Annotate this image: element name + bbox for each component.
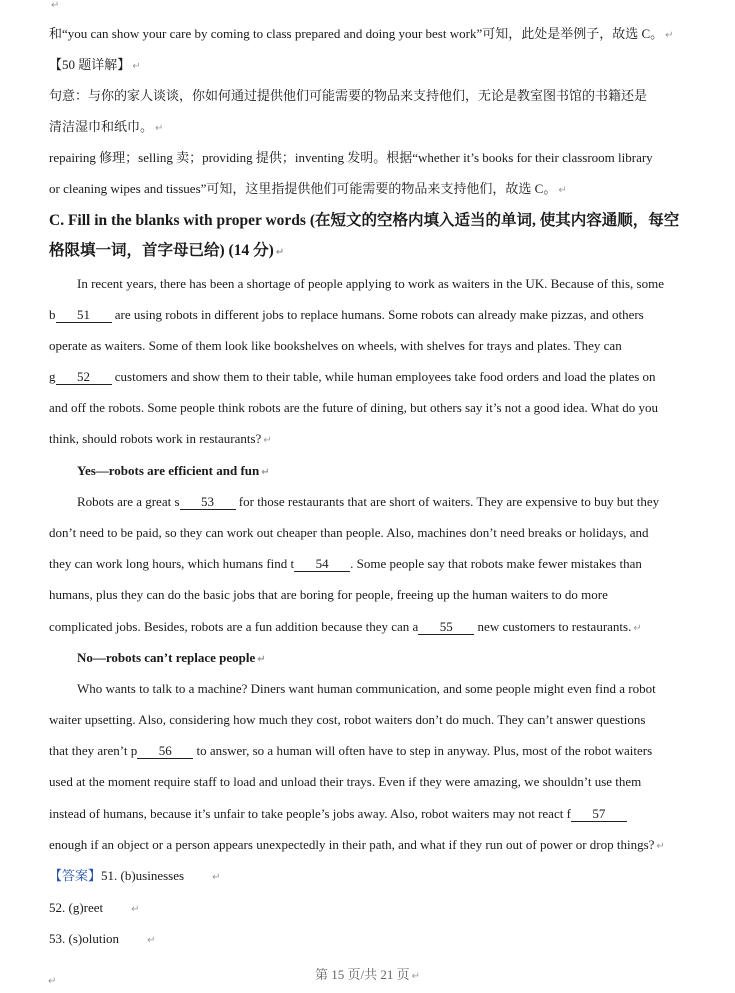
passage-line: think, should robots work in restaurants? ↵ bbox=[49, 431, 272, 446]
blank-57: 57 bbox=[571, 806, 627, 822]
passage-line: b 51 are using robots in different jobs to replace humans. Some robots can already make pizzas, and others bbox=[49, 307, 644, 322]
yes-heading: Yes—robots are efficient and fun ↵ bbox=[77, 463, 270, 478]
paragraph-mark-icon: ↵ bbox=[665, 30, 674, 41]
paragraph-mark-icon: ↵ bbox=[275, 247, 285, 258]
passage-line: operate as waiters. Some of them look like bookshelves on wheels, with shelves for trays and plates. They can bbox=[49, 338, 622, 353]
passage-line: they can work long hours, which humans find t 54 . Some people say that robots make fewer mistakes than bbox=[49, 556, 642, 571]
passage-line: that they aren’t p 56 to answer, so a human will often have to step in anyway. Plus, most of the robot waiters bbox=[49, 743, 653, 758]
passage-line: used at the moment require staff to load and unload their trays. Even if they were amazing, we shouldn’t use them bbox=[49, 774, 642, 789]
passage-line: enough if an object or a person appears unexpectedly in their path, and what if they run out of power or drop things? ↵ bbox=[49, 837, 665, 852]
paragraph-mark-icon: ↵ bbox=[131, 904, 140, 915]
answer-line: 52. (g)reet ↵ bbox=[49, 900, 140, 915]
passage-line: instead of humans, because it’s unfair to take people’s jobs away. Also, robot waiters may not react f 57 bbox=[49, 805, 627, 823]
blank-54: 54 bbox=[294, 556, 350, 572]
paragraph-mark-icon: ↵ bbox=[411, 971, 420, 982]
paragraph-mark-icon: ↵ bbox=[263, 435, 272, 446]
answer-label: 【答案】 bbox=[49, 868, 102, 883]
paragraph-mark-icon: ↵ bbox=[261, 467, 270, 478]
page-footer: 第 15 页/共 21 页 ↵ bbox=[314, 967, 420, 982]
passage-line: waiter upsetting. Also, considering how much they cost, robot waiters don’t do much. They can’t answer questions bbox=[49, 712, 646, 727]
answer-line: 53. (s)olution ↵ bbox=[49, 931, 156, 946]
passage-line: humans, plus they can do the basic jobs that are boring for people, freeing up the human waiters to do more bbox=[49, 587, 608, 602]
paragraph-mark-icon: ↵ bbox=[257, 654, 266, 665]
paragraph-mark-icon: ↵ bbox=[48, 976, 57, 987]
paragraph-mark-icon: ↵ bbox=[212, 872, 221, 883]
passage-line: g 52 customers and show them to their table, while human employees take food orders and load the plates on bbox=[49, 369, 656, 384]
paragraph-mark-icon: ↵ bbox=[656, 841, 665, 852]
blank-53: 53 bbox=[180, 494, 236, 510]
passage-line: and off the robots. Some people think robots are the future of dining, but others say it’s not a good idea. What do you bbox=[49, 400, 658, 415]
q50-explanation-line: repairing 修理；selling 卖；providing 提供；inventing 发明。根据“whether it’s books for their classroom library bbox=[49, 150, 653, 165]
no-heading: No—robots can’t replace people ↵ bbox=[77, 650, 266, 665]
passage-line: Who wants to talk to a machine? Diners want human communication, and some people might even find a robot bbox=[77, 681, 656, 696]
paragraph-mark-icon: ↵ bbox=[558, 185, 567, 196]
paragraph-mark-icon: ↵ bbox=[132, 61, 141, 72]
blank-52: 52 bbox=[56, 369, 112, 385]
passage-line: Robots are a great s 53 for those restaurants that are short of waiters. They are expensive to buy but they bbox=[77, 494, 660, 509]
answer-line: 【答案】51. (b)usinesses ↵ bbox=[49, 868, 221, 883]
paragraph-mark-icon: ↵ bbox=[155, 123, 164, 134]
blank-55: 55 bbox=[418, 619, 474, 635]
q50-heading: 【50 题详解】 ↵ bbox=[49, 57, 141, 72]
blank-51: 51 bbox=[56, 307, 112, 323]
passage-line: complicated jobs. Besides, robots are a fun addition because they can a 55 new customers to restaurants. ↵ bbox=[49, 619, 642, 634]
paragraph-mark-icon: ↵ bbox=[147, 935, 156, 946]
section-title: C. Fill in the blanks with proper words (在短文的空格内填入适当的单词, 使其内容通顺，每空 bbox=[49, 212, 680, 229]
q50-meaning-line: 句意：与你的家人谈谈，你如何通过提供他们可能需要的物品来支持他们，无论是教室图书馆的书籍还是 bbox=[49, 88, 648, 103]
passage-line: In recent years, there has been a shortage of people applying to work as waiters in the UK. Because of this, some bbox=[77, 276, 664, 291]
passage-line: don’t need to be paid, so they can work out cheaper than people. Also, machines don’t need breaks or holidays, and bbox=[49, 525, 649, 540]
q50-meaning-line: 清洁湿巾和纸巾。 ↵ bbox=[49, 119, 164, 134]
explanation-line: 和“you can show your care by coming to class prepared and doing your best work”可知，此处是举例子，故选 C。 ↵ bbox=[49, 26, 674, 41]
paragraph-mark-icon: ↵ bbox=[633, 623, 642, 634]
blank-56: 56 bbox=[137, 743, 193, 759]
q50-explanation-line: or cleaning wipes and tissues”可知，这里指提供他们可能需要的物品来支持他们，故选 C。 ↵ bbox=[49, 181, 567, 196]
section-title: 格限填一词，首字母已给) (14 分) ↵ bbox=[49, 242, 285, 259]
paragraph-mark-icon: ↵ bbox=[51, 0, 60, 11]
